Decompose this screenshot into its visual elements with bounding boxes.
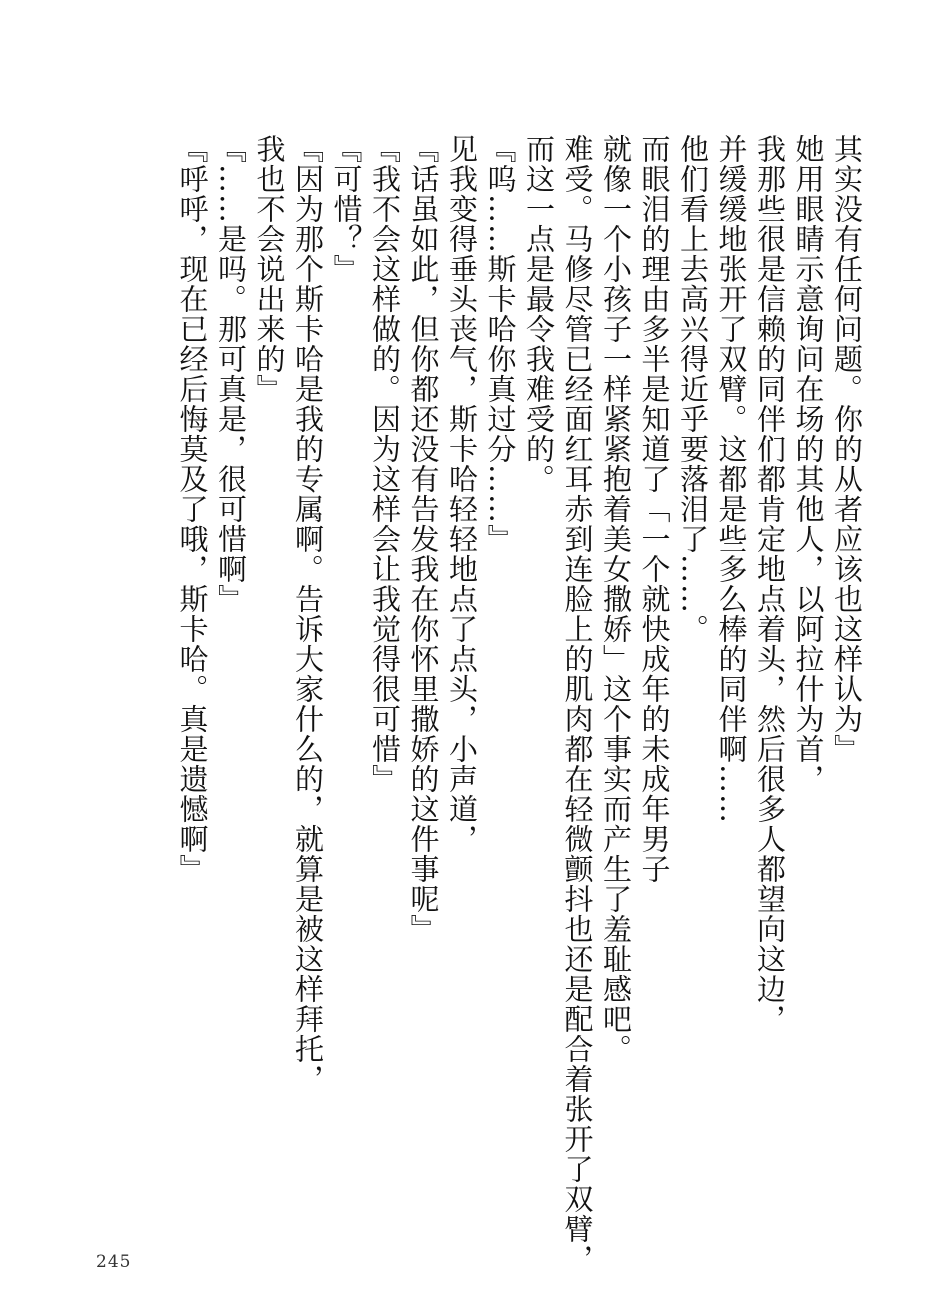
text-line: 他们看上去高兴得近乎要落泪了……。 <box>676 134 710 644</box>
text-line: 其实没有任何问题。你的从者应该也这样认为』 <box>830 134 864 764</box>
text-line: 『……是吗。那可真是，很可惜啊』 <box>214 134 248 614</box>
text-line: 『呜……斯卡哈你真过分……』 <box>483 134 518 554</box>
text-line: 『我不会这样做的。因为这样会让我觉得很可惜』 <box>368 134 402 794</box>
text-line: 她用眼睛示意询问在场的其他人，以阿拉什为首， <box>791 134 826 794</box>
text-line: 就像一个小孩子一样紧紧抱着美女撒娇」这个事实而产生了羞耻感吧。 <box>599 134 633 1064</box>
text-line: 我那些很是信赖的同伴们都肯定地点着头，然后很多人都望向这边， <box>753 134 787 1034</box>
text-line: 并缓缓地张开了双臂。这都是些多么棒的同伴啊…… <box>714 134 749 824</box>
text-line: 我也不会说出来的』 <box>252 134 287 404</box>
text-line: 『呼呼，现在已经后悔莫及了哦，斯卡哈。真是遗憾啊』 <box>175 134 210 884</box>
text-line: 『可惜？』 <box>329 134 364 284</box>
text-line: 难受。马修尽管已经面红耳赤到连脸上的肌肉都在轻微颤抖也还是配合着张开了双臂， <box>560 134 595 1274</box>
text-line: 『因为那个斯卡哈是我的专属啊。告诉大家什么的，就算是被这样拜托， <box>291 134 325 1094</box>
page-number: 245 <box>96 1252 132 1272</box>
text-line: 而眼泪的理由多半是知道了「一个就快成年的未成年男子 <box>637 134 672 884</box>
text-line: 『话虽如此，但你都还没有告发我在你怀里撒娇的这件事呢』 <box>406 134 441 944</box>
text-line: 见我变得垂头丧气，斯卡哈轻轻地点了点头，小声道， <box>445 134 479 854</box>
vertical-text-body <box>173 134 866 1274</box>
text-line: 而这一点是最令我难受的。 <box>522 134 556 494</box>
